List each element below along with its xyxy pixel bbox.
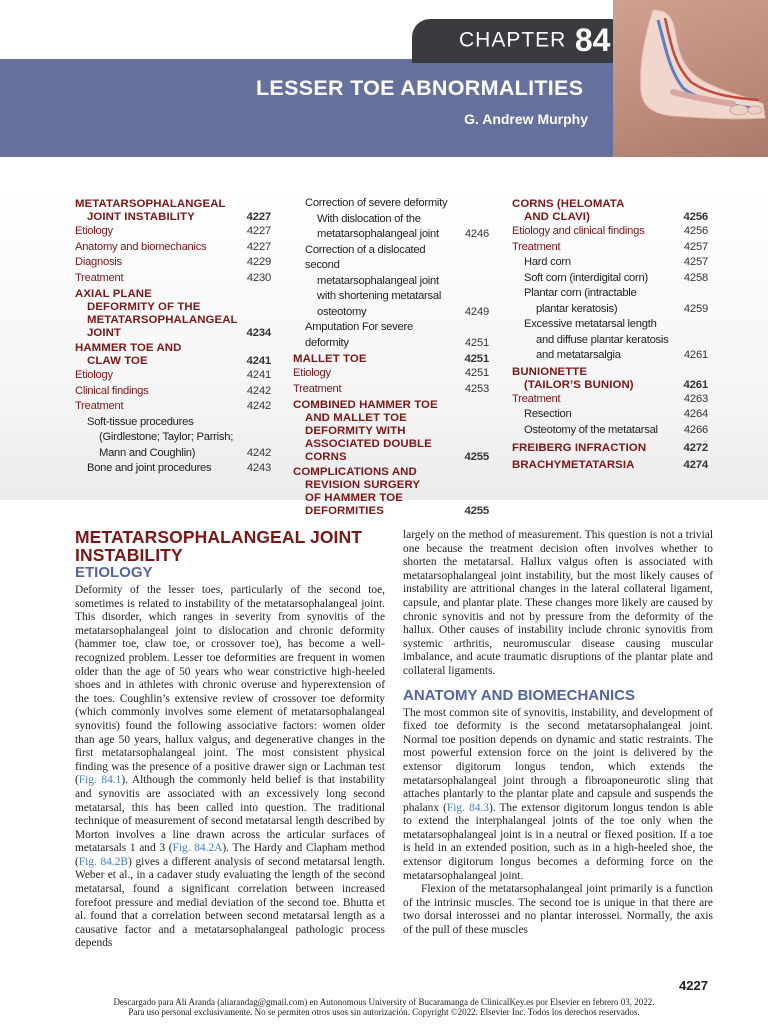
toc-page-number: 4261 [683, 378, 708, 391]
paragraph-text: The most common site of synovitis, instability, and development of fixed toe deformity is the second metatarsophalangeal joint. Normal toe position depends on dynamic and static restraints. The most powerful extension force on the joint is delivered by the extensor digitorum longus tendon, which extends the metatarsophalangeal joint through a fibroaponeurotic sling that attaches plantarly to the plantar plate and capsule and suspends the phalanx ( [403, 706, 713, 814]
toc-page-number: 4242 [246, 400, 271, 412]
download-footer [0, 997, 768, 1017]
toc-entry-label: CORNS [305, 451, 347, 463]
toc-entry[interactable] [512, 407, 708, 423]
toc-entry-label: With dislocation of the [317, 212, 421, 225]
toc-entry[interactable] [75, 368, 271, 384]
toc-entry[interactable] [512, 442, 708, 455]
toc-entry[interactable] [75, 224, 271, 240]
toc-page-number: 4227 [246, 240, 271, 253]
toc-column-2 [293, 196, 489, 518]
toc-entry-label: and metatarsalgia [536, 349, 621, 361]
toc-entry[interactable] [75, 415, 271, 462]
toc-entry-label: COMBINED HAMMER TOE [293, 399, 438, 411]
section-heading: METATARSOPHALANGEAL JOINT INSTABILITY [75, 527, 363, 565]
toc-page-number: 4230 [246, 271, 271, 284]
toc-page-number: 4229 [246, 256, 271, 268]
toc-entry[interactable] [293, 243, 489, 321]
toc-page-number: 4255 [464, 505, 489, 517]
toc-entry-label: METATARSOPHALANGEAL [75, 198, 226, 210]
toc-entry-label: JOINT [87, 327, 122, 339]
body-column-right [403, 529, 713, 938]
toc-entry[interactable] [75, 342, 271, 368]
toc-page-number: 4266 [683, 423, 708, 436]
toc-entry-label: REVISION SURGERY [305, 479, 421, 491]
etiology-heading: ETIOLOGY [75, 564, 153, 581]
toc-entry-label: metatarsophalangeal joint [317, 228, 439, 240]
toc-entry[interactable] [293, 382, 489, 398]
toc-entry-label: with shortening metatarsal [317, 290, 442, 302]
toc-entry[interactable] [512, 459, 708, 472]
toc-entry-label: AND CLAVI) [524, 211, 590, 223]
toc-entry-label: BRACHYMETATARSIA [512, 459, 635, 471]
toc-page-number: 4242 [246, 384, 271, 397]
toc-page-number: 4263 [683, 392, 708, 405]
toc-entry-label: Correction of severe deformity [305, 197, 448, 209]
toc-entry[interactable] [512, 271, 708, 287]
toc-entry-label: Treatment [512, 392, 561, 405]
toc-page-number: 4251 [464, 353, 489, 365]
toc-page-number: 4241 [246, 355, 271, 367]
toc-entry-label: (TAILOR’S BUNION) [524, 378, 634, 391]
chapter-word: CHAPTER [459, 28, 567, 52]
toc-entry[interactable] [293, 399, 489, 464]
toc-entry-label: ASSOCIATED DOUBLE [305, 438, 432, 450]
toc-entry[interactable] [512, 224, 708, 240]
toc-page-number: 4259 [683, 302, 708, 315]
toc-entry-label: MALLET TOE [293, 353, 367, 365]
toc-entry-label: Resection [524, 408, 572, 420]
header-band [0, 59, 613, 157]
toc-entry-label: Correction of a dislocated second [305, 243, 426, 271]
toc-page-number: 4264 [683, 408, 708, 420]
toc-entry-label: Excessive metatarsal length [524, 318, 657, 330]
toc-entry[interactable] [512, 198, 708, 224]
toc-page-number: 4241 [246, 369, 271, 381]
toc-entry[interactable] [512, 423, 708, 439]
figure-link[interactable]: Fig. 84.2B [78, 855, 129, 868]
toc-entry-label: AXIAL PLANE [75, 288, 152, 300]
toc-entry-label: DEFORMITY OF THE [87, 301, 201, 313]
toc-page-number: 4256 [683, 211, 708, 223]
toc-entry[interactable] [512, 392, 708, 408]
paragraph-text: ) gives a different analysis of second metatarsal length. Weber et al., in a cadaver study evaluating the length of the second metatarsal, found a significant correlation between increased forefoot pressure and medial deviation of the second toe. Bhutta et al. found that a correlation between second metatarsal length as a causative factor and a metatarsophalangeal pathologic process depends [75, 855, 385, 950]
toc-entry[interactable] [75, 288, 271, 340]
toc-entry-label: (Girdlestone; Taylor; Parrish; [99, 431, 234, 443]
paragraph-text: Deformity of the lesser toes, particularly of the second toe, sometimes is related to instability of the metatarsophalangeal joint. This disorder, which ranges in severity from synovitis of the metatarsophalangeal joint to dislocation and chronic deformity (hammer toe, claw toe, or crossover toe), has become a well-recognized problem. Lesser toe deformities are frequent in women older than the age of 50 years who wear constrictive high-heeled shoes and in athletes with chronic overuse and hyperextension of the toes. Coughlin’s extensive review of crossover toe deformity (which commonly involves some element of metatarsophalangeal synovitis) found the following associative factors: women older than age 50 years, hallux valgus, and degenerative changes in the first metatarsophalangeal joint. The most consistent physical finding was the presence of a positive drawer sign or Lachman test ( [75, 584, 385, 787]
toc-entry[interactable] [75, 255, 271, 271]
body-column-left [75, 528, 385, 951]
figure-link[interactable]: Fig. 84.2A [172, 842, 223, 855]
toc-entry-label: Etiology [75, 369, 113, 381]
toc-page-number: 4246 [464, 228, 489, 240]
toc-entry-label: Plantar corn (intractable [524, 287, 637, 299]
toc-entry-label: Diagnosis [75, 256, 122, 268]
toc-entry[interactable] [293, 320, 489, 351]
instability-paragraph: largely on the method of measurement. This question is not a trivial one because the treatment decision often involves whether to shorten the metatarsal. Hallux valgus often is associated with metatarsophalangeal joint instability, but the most likely causes of instability are attritional changes in the lateral collateral ligament, capsule, and plantar plate. These changes more likely are caused by chronic synovitis and not by pressure from the deformity of the hallux. Other causes of instability include chronic synovitis from systemic arthritis, neuromuscular disease causing muscular imbalance, and acute traumatic disruptions of the plantar plate and collateral ligaments. [403, 529, 713, 677]
figure-link[interactable]: Fig. 84.1 [78, 774, 122, 787]
toc-entry[interactable] [75, 461, 271, 477]
toc-entry-label: METATARSOPHALANGEAL [87, 314, 238, 326]
toc-column-1 [75, 196, 271, 477]
toc-column-3 [512, 196, 708, 472]
toc-entry-label: Soft-tissue procedures [87, 415, 194, 428]
toc-entry-label: Etiology [293, 367, 331, 379]
toc-entry-label: BUNIONETTE [512, 365, 588, 378]
toc-entry-label: OF HAMMER TOE [305, 492, 403, 504]
toc-entry[interactable] [512, 286, 708, 317]
toc-entry-label: plantar keratosis) [536, 302, 618, 315]
toc-entry-label: AND MALLET TOE [305, 412, 407, 424]
flexion-paragraph: Flexion of the metatarsophalangeal joint primarily is a function of the intrinsic muscles. The second toe is unique in that there are two dorsal interossei and no plantar interossei. Normally, the axis of the pull of these muscles [403, 883, 713, 937]
toc-page-number: 4251 [464, 336, 489, 349]
toc-entry-label: Treatment [75, 271, 124, 284]
toc-entry[interactable] [75, 384, 271, 400]
toc-entry-label: DEFORMITIES [305, 505, 384, 517]
toc-page-number: 4258 [683, 271, 708, 284]
foot-illustration-image [613, 0, 768, 157]
toc-entry[interactable] [293, 366, 489, 382]
page-number: 4227 [679, 978, 708, 993]
toc-entry[interactable] [75, 240, 271, 256]
toc-page-number: 4255 [464, 451, 489, 463]
toc-page-number: 4257 [683, 256, 708, 268]
toc-entry-label: Soft corn (interdigital corn) [524, 271, 648, 284]
toc-entry-label: COMPLICATIONS AND [293, 466, 417, 478]
toc-page-number: 4257 [683, 240, 708, 253]
toc-page-number: 4243 [246, 462, 271, 474]
chapter-header [0, 0, 768, 157]
toc-entry-label: and diffuse plantar keratosis [536, 333, 669, 346]
toc-entry[interactable] [75, 198, 271, 224]
toc-entry-label: Anatomy and biomechanics [75, 240, 207, 253]
toc-entry-label: CORNS (HELOMATA [512, 198, 625, 210]
chapter-title: LESSER TOE ABNORMALITIES [256, 76, 584, 100]
toc-entry-label: Mann and Coughlin) [99, 446, 196, 459]
toc-entry[interactable] [293, 353, 489, 366]
toc-entry-label: HAMMER TOE AND [75, 342, 182, 354]
toc-entry-label: CLAW TOE [87, 355, 148, 367]
toc-page-number: 4242 [246, 446, 271, 459]
toc-page-number: 4274 [683, 459, 708, 471]
toc-entry-label: metatarsophalangeal joint [317, 274, 439, 287]
toc-entry-label: Hard corn [524, 256, 571, 268]
footer-line-2: Para uso personal exclusivamente. No se permiten otros usos sin autorización. Copyright ©2022. Elsevier Inc. Todos los derechos reservados. [128, 1007, 640, 1017]
toc-entry-label: DEFORMITY WITH [305, 425, 406, 437]
toc-entry-label: Osteotomy of the metatarsal [524, 423, 658, 436]
toc-page-number: 4272 [683, 442, 708, 454]
toc-entry[interactable] [293, 196, 489, 243]
toc-entry-label: Amputation For severe deformity [305, 321, 413, 349]
toc-entry-label: Bone and joint procedures [87, 462, 212, 474]
chapter-label [459, 22, 610, 59]
chapter-author: G. Andrew Murphy [464, 111, 588, 127]
toc-page-number: 4234 [246, 327, 271, 339]
anatomy-paragraph [403, 707, 713, 884]
toc-page-number: 4256 [683, 225, 708, 237]
paragraph-text: ). Although the commonly held belief is that instability and synovitis are associated with an excessively long second metatarsal, this has been called into question. The traditional technique of measurement of second metatarsal length described by Morton involves a line drawn across the articular surfaces of metatarsals 1 and 3 ( [75, 774, 385, 855]
paragraph-text: ). The extensor digitorum longus tendon is able to extend the interphalangeal joints of the toe only when the metatarsophalangeal joint is in a neutral or flexed position. If a toe is held in an extended position, such as in a high-heeled shoe, the extensor digitorum longus becomes a deforming force on the metatarsophalangeal joint. [403, 801, 714, 882]
toc-entry[interactable] [75, 271, 271, 287]
toc-entry-label: FREIBERG INFRACTION [512, 442, 647, 454]
toc-page-number: 4253 [464, 382, 489, 395]
anatomy-heading: ANATOMY AND BIOMECHANICS [403, 686, 635, 704]
toc-entry[interactable] [512, 366, 708, 392]
paragraph-text: ). The Hardy and Clapham method ( [75, 842, 385, 868]
foot-anatomy-icon [613, 0, 768, 157]
toc-page-number: 4227 [246, 211, 271, 223]
toc-page-number: 4251 [464, 367, 489, 379]
toc-entry-label: JOINT INSTABILITY [87, 211, 195, 223]
toc-page-number: 4227 [246, 225, 271, 237]
toc-entry[interactable] [512, 255, 708, 271]
figure-link[interactable]: Fig. 84.3 [446, 801, 489, 814]
toc-entry-label: Clinical findings [75, 384, 149, 397]
toc-entry-label: Treatment [293, 382, 342, 395]
etiology-paragraph [75, 584, 385, 951]
toc-entry-label: Etiology and clinical findings [512, 225, 645, 237]
chapter-number: 84 [574, 22, 611, 58]
toc-page-number: 4261 [683, 349, 708, 361]
toc-entry-label: Etiology [75, 225, 113, 237]
toc-entry[interactable] [512, 240, 708, 256]
toc-entry[interactable] [75, 399, 271, 415]
toc-page-number: 4249 [464, 305, 489, 318]
toc-entry[interactable] [293, 466, 489, 518]
toc-entry-label: Treatment [512, 240, 561, 253]
toc-entry-label: Treatment [75, 400, 124, 412]
toc-entry[interactable] [512, 317, 708, 364]
toc-entry-label: osteotomy [317, 305, 367, 318]
footer-line-1: Descargado para Ali Aranda (aliarandag@gmail.com) en Autonomous University of Bucaramanga de ClinicalKey.es por Elsevier en febrero 03, 2022. [113, 997, 655, 1007]
